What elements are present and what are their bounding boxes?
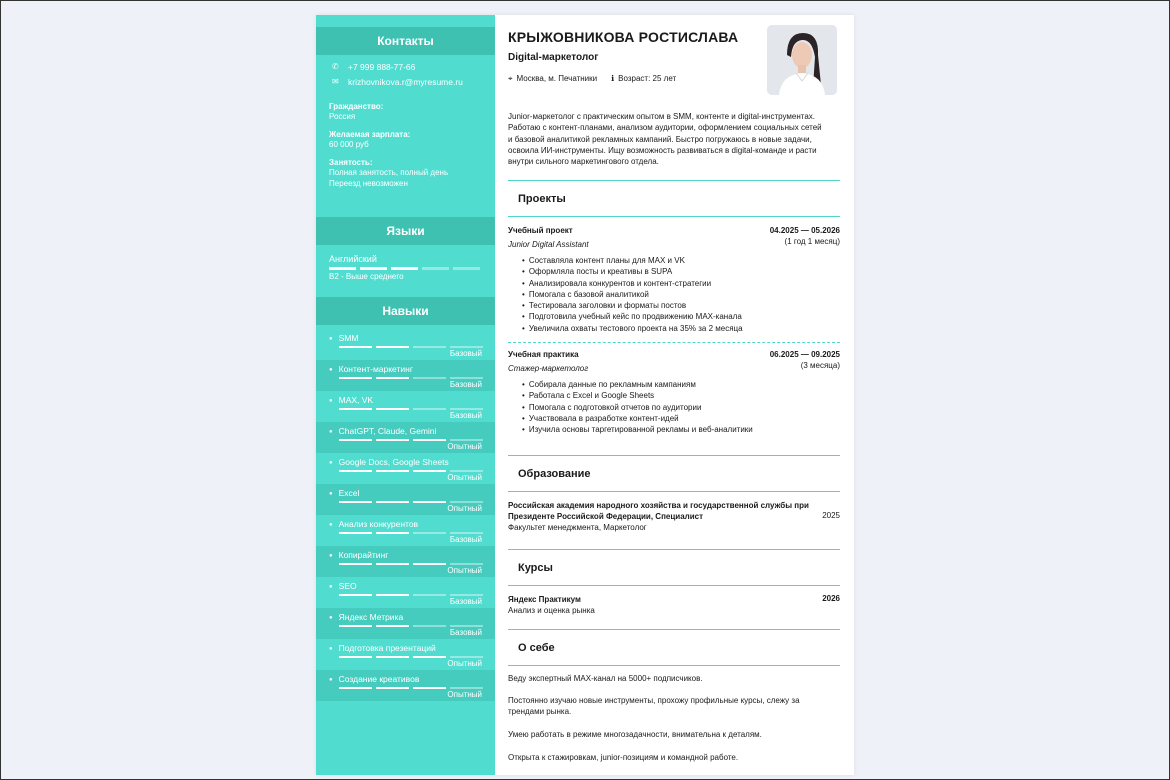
project-bullet: • Анализировала конкурентов и контент-стратегии <box>522 278 840 289</box>
skill-level-bar <box>339 470 372 472</box>
email-value[interactable]: krizhovnikova.r@myresume.ru <box>348 76 463 87</box>
resume-sheet <box>316 15 854 775</box>
skill-level-bar <box>413 346 446 348</box>
education-year: 2025 <box>822 511 840 520</box>
project-item <box>508 226 840 334</box>
language-level: B2 - Выше среднего <box>329 272 404 281</box>
relocation-value: Переезд невозможен <box>329 179 408 188</box>
skill-level-bar <box>450 532 483 534</box>
skill-level-bar <box>376 377 409 379</box>
skill-level-bar <box>450 656 483 658</box>
salary-block <box>316 130 495 150</box>
courses-heading: Курсы <box>508 549 840 586</box>
skill-name: ● SMM <box>329 333 358 343</box>
course-year: 2026 <box>822 594 840 603</box>
skill-level-bar <box>413 656 446 658</box>
employment-label: Занятость: <box>329 158 373 167</box>
skill-level-bar <box>450 377 483 379</box>
about-paragraph: Веду экспертный MAX-канал на 5000+ подписчиков. <box>508 674 703 683</box>
skill-level: Опытный <box>447 690 482 699</box>
profile-photo <box>767 25 837 95</box>
skill-level-bar <box>376 470 409 472</box>
summary-line: внутри сильного маркетингового отдела. <box>508 157 659 167</box>
summary-line: освоила ИИ-инструменты. Ищу возможность развиваться в digital-команде и расти <box>508 145 817 155</box>
skill-level-bar <box>376 532 409 534</box>
skill-level-bar <box>413 594 446 596</box>
summary-line: Работаю с контент-планами, анализом аудитории, оформлением социальных сетей <box>508 123 822 133</box>
skill-name: ● ChatGPT, Claude, Gemini <box>329 426 436 436</box>
project-divider <box>508 342 840 343</box>
skill-level-bar <box>413 532 446 534</box>
language-level-bar <box>422 267 449 270</box>
project-role: Стажер-маркетолог <box>508 364 589 373</box>
skill-level-bar <box>376 439 409 441</box>
summary-line: и базовой аналитикой рекламных кампаний. Быстро погружаюсь в новые задачи, <box>508 134 812 144</box>
skill-level-bar <box>413 470 446 472</box>
sidebar <box>316 15 495 775</box>
skill-level-bar <box>339 408 372 410</box>
language-level-bar <box>329 267 356 270</box>
skill-name: ● Подготовка презентаций <box>329 643 436 653</box>
skill-level: Опытный <box>447 659 482 668</box>
citizenship-block <box>316 102 495 122</box>
project-role: Junior Digital Assistant <box>508 240 589 249</box>
skill-item <box>316 608 495 639</box>
skill-level: Базовый <box>449 628 482 637</box>
project-bullets <box>508 255 840 334</box>
skill-level-bar <box>339 532 372 534</box>
skill-level: Опытный <box>447 473 482 482</box>
profile-photo-image <box>767 25 837 95</box>
project-bullet: • Собирала данные по рекламным кампаниям <box>522 379 840 390</box>
education-institution: Российская академия народного хозяйства и государственной службы при Президенте Российской Федерации, Специалист <box>508 501 809 521</box>
course-name: Яндекс Практикум <box>508 595 581 604</box>
location-item <box>508 74 597 84</box>
language-level-bar <box>360 267 387 270</box>
skill-level-bar <box>376 563 409 565</box>
skill-level-bars <box>339 594 483 596</box>
skill-item <box>316 391 495 422</box>
language-level-bar <box>453 267 480 270</box>
project-bullet: • Оформляла посты и креативы в SUPA <box>522 266 840 277</box>
skill-item <box>316 360 495 391</box>
project-bullet: • Составляла контент планы для MAX и VK <box>522 255 840 266</box>
envelope-icon: ✉ <box>332 77 339 86</box>
skill-level-bar <box>339 501 372 503</box>
summary-line: Junior-маркетолог с практическим опытом в SMM, контенте и digital-инструментах. <box>508 112 815 121</box>
skill-level-bar <box>376 625 409 627</box>
skill-level-bar <box>339 625 372 627</box>
project-bullet: • Помогала с базовой аналитикой <box>522 289 840 300</box>
main-content <box>508 15 840 775</box>
citizenship-label: Гражданство: <box>329 102 384 111</box>
project-title: Учебный проект <box>508 226 573 235</box>
project-bullet: • Тестировала заголовки и форматы постов <box>522 300 840 311</box>
skill-level: Базовый <box>449 597 482 606</box>
skill-level-bar <box>376 656 409 658</box>
skill-level-bars <box>339 408 483 410</box>
skill-level-bars <box>339 346 483 348</box>
project-item <box>508 350 840 435</box>
skill-level-bar <box>450 346 483 348</box>
phone-value[interactable]: +7 999 888-77-66 <box>348 61 416 72</box>
language-name: Английский <box>329 254 377 264</box>
skill-level: Базовый <box>449 535 482 544</box>
project-bullet: • Работала с Excel и Google Sheets <box>522 390 840 401</box>
project-bullet: • Помогала с подготовкой отчетов по аудитории <box>522 402 840 413</box>
skill-item <box>316 422 495 453</box>
skill-item <box>316 329 495 360</box>
skill-level-bar <box>339 346 372 348</box>
phone-row <box>316 59 495 74</box>
education-item <box>508 500 840 532</box>
language-item <box>316 254 495 281</box>
skill-level-bar <box>450 687 483 689</box>
skill-item <box>316 639 495 670</box>
skill-level-bar <box>376 346 409 348</box>
skill-level: Базовый <box>449 380 482 389</box>
skill-level-bar <box>450 594 483 596</box>
map-pin-icon: ⌖ <box>508 74 513 83</box>
skill-level-bars <box>339 687 483 689</box>
project-bullet: • Подготовила учебный кейс по продвижению MAX-канала <box>522 311 840 322</box>
language-level-bars <box>316 267 495 270</box>
candidate-name: КРЫЖОВНИКОВА РОСТИСЛАВА <box>508 29 739 45</box>
skill-level-bar <box>450 470 483 472</box>
skill-level-bar <box>339 563 372 565</box>
about-paragraph: Постоянно изучаю новые инструменты, прохожу профильные курсы, слежу за трендами рынка. <box>508 696 800 716</box>
skill-level-bar <box>376 594 409 596</box>
skill-name: ● Копирайтинг <box>329 550 388 560</box>
age-item <box>611 74 676 84</box>
skill-item <box>316 577 495 608</box>
contacts-heading: Контакты <box>316 27 495 55</box>
project-bullet: • Изучила основы таргетированной рекламы и веб-аналитики <box>522 424 840 435</box>
skill-name: ● Контент-маркетинг <box>329 364 413 374</box>
skill-item <box>316 670 495 701</box>
candidate-meta <box>508 74 676 84</box>
phone-icon: ✆ <box>332 62 339 71</box>
skill-level-bar <box>339 656 372 658</box>
about-paragraph: Открыта к стажировкам, junior-позициям и командной работе. <box>508 753 739 762</box>
summary-text <box>508 111 840 167</box>
skill-level-bar <box>376 501 409 503</box>
location-value: Москва, м. Печатники <box>516 74 598 83</box>
skill-level-bar <box>339 594 372 596</box>
project-duration: (1 год 1 месяц) <box>784 237 840 246</box>
skill-name: ● Excel <box>329 488 359 498</box>
skill-level-bar <box>450 439 483 441</box>
project-title: Учебная практика <box>508 350 579 359</box>
skill-level-bar <box>450 501 483 503</box>
skill-level-bar <box>413 501 446 503</box>
skill-level-bar <box>450 625 483 627</box>
about-paragraph: Умею работать в режиме многозадачности, внимательна к деталям. <box>508 730 762 739</box>
skill-level-bar <box>339 687 372 689</box>
skills-heading: Навыки <box>316 297 495 325</box>
education-heading: Образование <box>508 455 840 492</box>
skill-name: ● Создание креативов <box>329 674 419 684</box>
skill-name: ● Анализ конкурентов <box>329 519 418 529</box>
skill-level-bars <box>339 625 483 627</box>
skill-name: ● MAX, VK <box>329 395 373 405</box>
skill-item <box>316 453 495 484</box>
skill-level-bar <box>339 439 372 441</box>
skill-level-bar <box>413 625 446 627</box>
project-bullets <box>508 379 840 435</box>
course-item <box>508 594 840 615</box>
skill-level: Базовый <box>449 411 482 420</box>
about-heading: О себе <box>508 629 840 666</box>
skill-level-bar <box>413 687 446 689</box>
skill-level-bar <box>450 563 483 565</box>
education-faculty: Факультет менеджмента, Маркетолог <box>508 523 647 532</box>
skill-level-bar <box>413 563 446 565</box>
skill-level-bar <box>376 408 409 410</box>
skill-level: Опытный <box>447 504 482 513</box>
employment-block <box>316 158 495 189</box>
project-dates: 06.2025 — 09.2025 <box>769 350 840 359</box>
skill-level-bars <box>339 470 483 472</box>
skill-name: ● SEO <box>329 581 357 591</box>
skill-item <box>316 546 495 577</box>
skill-item <box>316 515 495 546</box>
candidate-role: Digital-маркетолог <box>508 52 599 63</box>
skill-level-bar <box>413 377 446 379</box>
skill-level-bar <box>376 687 409 689</box>
skills-list <box>316 329 495 701</box>
salary-label: Желаемая зарплата: <box>329 130 411 139</box>
project-duration: (3 месяца) <box>800 361 840 370</box>
skill-level-bars <box>339 377 483 379</box>
skill-level-bars <box>339 656 483 658</box>
salary-value: 60 000 руб <box>329 140 369 149</box>
skill-level-bar <box>413 408 446 410</box>
project-bullet: • Участвовала в разработке контент-идей <box>522 413 840 424</box>
employment-value: Полная занятость, полный день <box>329 168 449 177</box>
skill-level-bars <box>339 563 483 565</box>
languages-heading: Языки <box>316 217 495 245</box>
project-dates: 04.2025 — 05.2026 <box>769 226 840 235</box>
skill-level-bar <box>339 377 372 379</box>
info-icon: ℹ <box>611 74 615 83</box>
skill-item <box>316 484 495 515</box>
skill-level-bars <box>339 439 483 441</box>
skill-name: ● Яндекс Метрика <box>329 612 403 622</box>
skill-level-bar <box>450 408 483 410</box>
skill-name: ● Google Docs, Google Sheets <box>329 457 449 467</box>
skill-level: Опытный <box>447 566 482 575</box>
skill-level: Опытный <box>447 442 482 451</box>
skill-level: Базовый <box>449 349 482 358</box>
skill-level-bar <box>413 439 446 441</box>
age-value: Возраст: 25 лет <box>618 74 677 83</box>
skill-level-bars <box>339 501 483 503</box>
project-bullet: • Увеличила охваты тестового проекта на 35% за 2 месяца <box>522 323 840 334</box>
skill-level-bars <box>339 532 483 534</box>
projects-heading: Проекты <box>508 180 840 217</box>
citizenship-value: Россия <box>329 112 356 121</box>
course-subject: Анализ и оценка рынка <box>508 606 595 615</box>
language-level-bar <box>391 267 418 270</box>
email-row <box>316 74 495 89</box>
